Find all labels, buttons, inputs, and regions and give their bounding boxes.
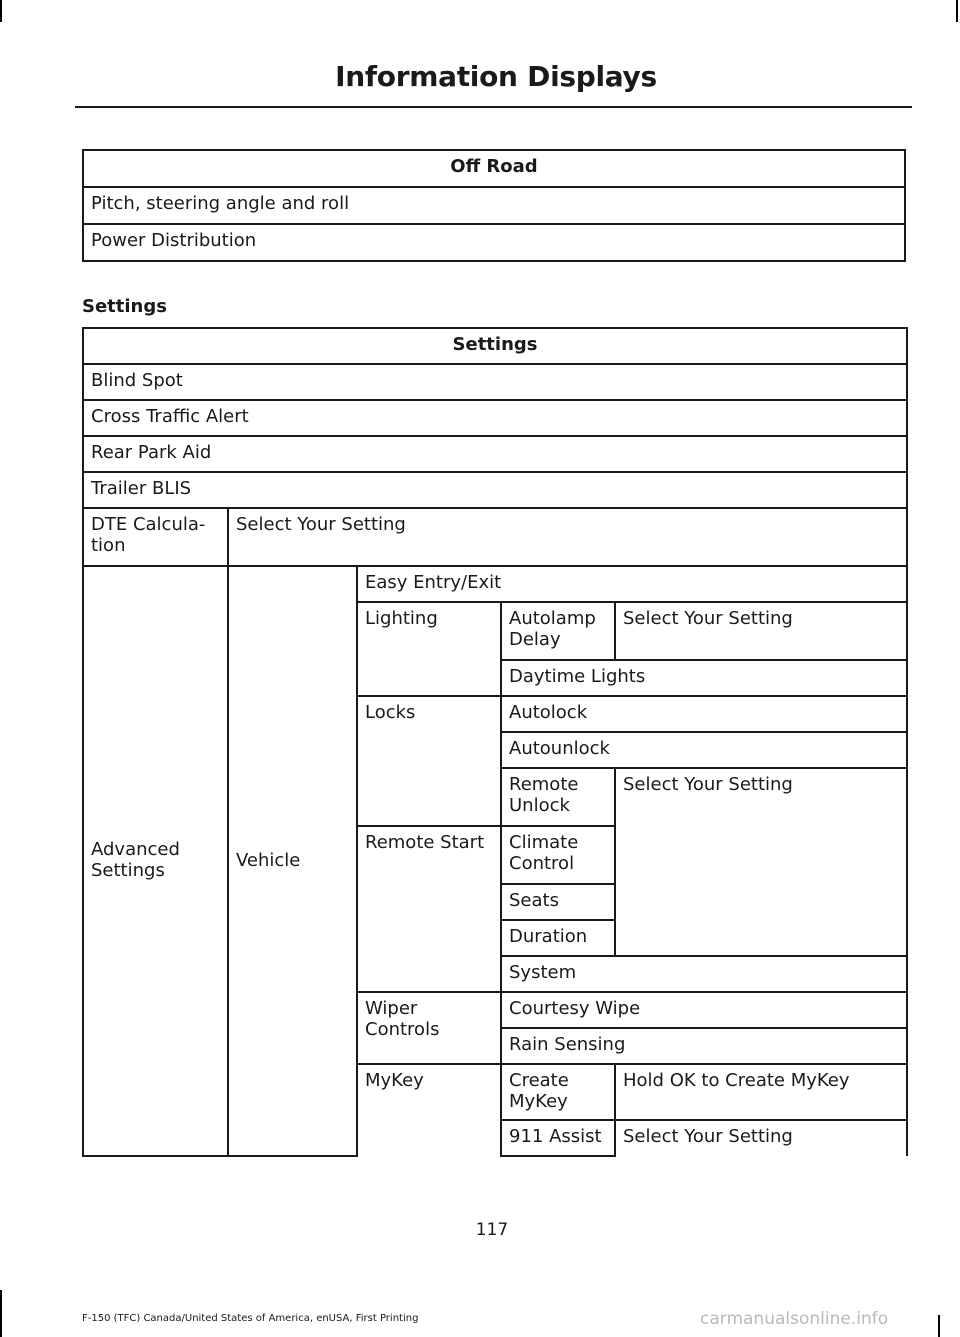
settings-row: Trailer BLIS bbox=[83, 472, 907, 508]
crop-mark bbox=[0, 1290, 2, 1337]
dte-value: Select Your Setting bbox=[228, 508, 907, 566]
rain-sensing: Rain Sensing bbox=[501, 1028, 907, 1064]
assist-911-value: Select Your Setting bbox=[615, 1120, 907, 1156]
autolamp-value: Select Your Setting bbox=[615, 602, 907, 660]
remote-start-label: Remote Start bbox=[357, 826, 501, 992]
climate-control: Climate Control bbox=[501, 826, 615, 884]
offroad-row: Power Distribution bbox=[83, 224, 905, 261]
lighting-label: Lighting bbox=[357, 602, 501, 696]
remote-unlock: Remote Unlock bbox=[501, 768, 615, 826]
seats: Seats bbox=[501, 884, 615, 920]
section-heading: Settings bbox=[82, 296, 167, 317]
locks-label: Locks bbox=[357, 696, 501, 826]
dte-label: DTE Calcula- tion bbox=[83, 508, 228, 566]
page-title: Information Displays bbox=[335, 60, 657, 93]
assist-911: 911 Assist bbox=[501, 1120, 615, 1156]
settings-row: Blind Spot bbox=[83, 364, 907, 400]
autolock: Autolock bbox=[501, 696, 907, 732]
create-mykey: Create MyKey bbox=[501, 1064, 615, 1120]
watermark: carmanualsonline.info bbox=[700, 1309, 889, 1329]
mykey-label: MyKey bbox=[357, 1064, 501, 1156]
autolamp-delay: Autolamp Delay bbox=[501, 602, 615, 660]
vehicle-label: Vehicle bbox=[228, 566, 357, 1156]
offroad-header: Off Road bbox=[83, 150, 905, 187]
footer-text: F-150 (TFC) Canada/United States of America, enUSA, First Printing bbox=[82, 1313, 419, 1324]
create-mykey-value: Hold OK to Create MyKey bbox=[615, 1064, 907, 1120]
wiper-controls-label: Wiper Controls bbox=[357, 992, 501, 1064]
shared-setting-value: Select Your Setting bbox=[615, 768, 907, 956]
crop-mark bbox=[938, 1315, 940, 1337]
offroad-row: Pitch, steering angle and roll bbox=[83, 187, 905, 224]
crop-mark bbox=[0, 0, 2, 22]
settings-row: Rear Park Aid bbox=[83, 436, 907, 472]
system: System bbox=[501, 956, 907, 992]
settings-row: Cross Traffic Alert bbox=[83, 400, 907, 436]
easy-entry-exit: Easy Entry/Exit bbox=[357, 566, 907, 602]
page-number: 117 bbox=[475, 1220, 509, 1240]
settings-table bbox=[82, 327, 908, 1157]
offroad-table bbox=[82, 149, 906, 262]
duration: Duration bbox=[501, 920, 615, 956]
settings-header: Settings bbox=[83, 328, 907, 364]
advanced-settings-label: Advanced Settings bbox=[83, 566, 228, 1156]
courtesy-wipe: Courtesy Wipe bbox=[501, 992, 907, 1028]
daytime-lights: Daytime Lights bbox=[501, 660, 907, 696]
autounlock: Autounlock bbox=[501, 732, 907, 768]
crop-mark bbox=[956, 0, 958, 22]
title-rule bbox=[75, 106, 912, 108]
